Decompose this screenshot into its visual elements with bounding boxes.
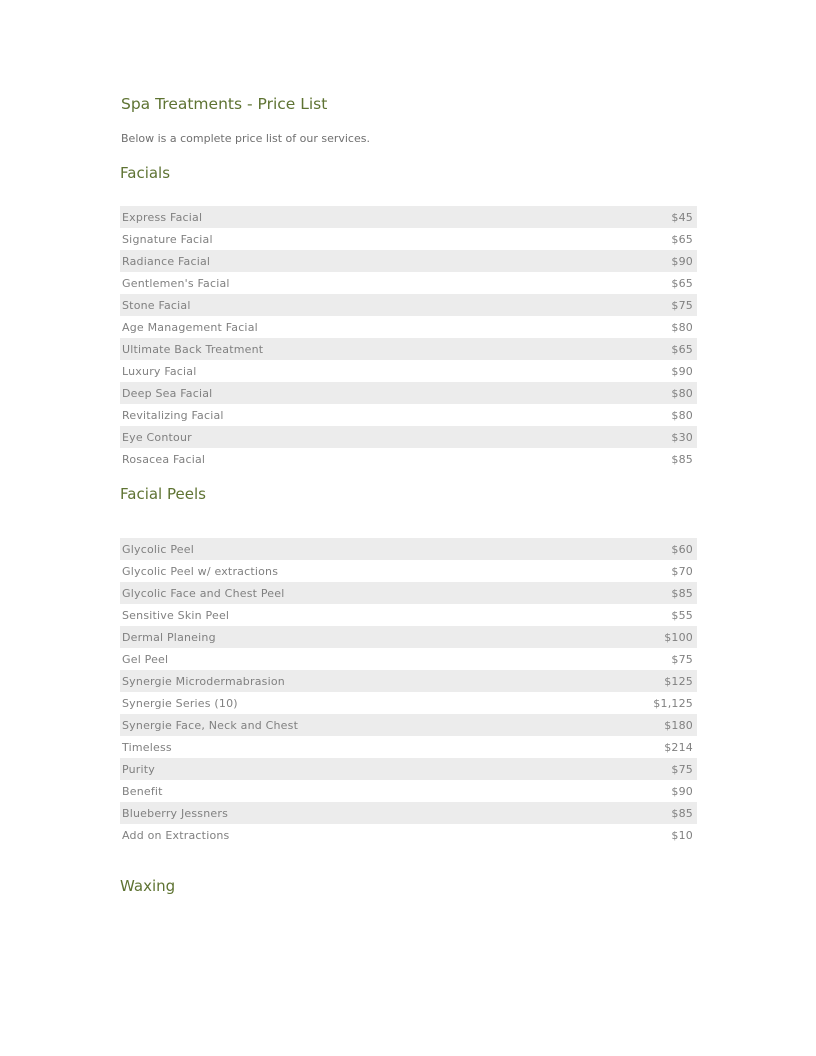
item-name: Blueberry Jessners <box>122 806 229 820</box>
item-price: $45 <box>671 210 693 224</box>
price-table-facial-peels <box>120 538 697 846</box>
item-price: $10 <box>671 828 693 842</box>
item-price: $65 <box>671 342 693 356</box>
table-row <box>120 736 697 758</box>
table-row <box>120 670 697 692</box>
item-price: $100 <box>664 630 693 644</box>
item-price: $75 <box>671 298 693 312</box>
table-row <box>120 272 697 294</box>
item-name: Gentlemen's Facial <box>122 276 230 290</box>
item-name: Age Management Facial <box>122 320 258 334</box>
item-name: Timeless <box>122 740 172 754</box>
section-heading-waxing: Waxing <box>120 877 176 895</box>
item-name: Deep Sea Facial <box>122 386 213 400</box>
intro-text: Below is a complete price list of our services. <box>121 132 370 145</box>
table-row <box>120 714 697 736</box>
price-table-facials <box>120 206 697 470</box>
item-name: Add on Extractions <box>122 828 230 842</box>
table-row <box>120 316 697 338</box>
item-price: $75 <box>671 652 693 666</box>
item-name: Express Facial <box>122 210 203 224</box>
table-row <box>120 538 697 560</box>
table-row <box>120 228 697 250</box>
item-name: Synergie Series (10) <box>122 696 238 710</box>
table-row <box>120 560 697 582</box>
table-row <box>120 338 697 360</box>
item-price: $90 <box>671 254 693 268</box>
item-name: Eye Contour <box>122 430 192 444</box>
item-price: $55 <box>671 608 693 622</box>
item-price: $90 <box>671 364 693 378</box>
item-price: $1,125 <box>653 696 693 710</box>
item-name: Synergie Face, Neck and Chest <box>122 718 299 732</box>
item-name: Glycolic Face and Chest Peel <box>122 586 285 600</box>
table-row <box>120 780 697 802</box>
item-name: Synergie Microdermabrasion <box>122 674 285 688</box>
item-price: $125 <box>664 674 693 688</box>
item-price: $75 <box>671 762 693 776</box>
item-name: Sensitive Skin Peel <box>122 608 230 622</box>
table-row <box>120 582 697 604</box>
item-name: Revitalizing Facial <box>122 408 224 422</box>
item-price: $180 <box>664 718 693 732</box>
item-price: $30 <box>671 430 693 444</box>
table-row <box>120 824 697 846</box>
item-price: $65 <box>671 232 693 246</box>
item-price: $85 <box>671 806 693 820</box>
section-heading-facials: Facials <box>120 164 171 182</box>
table-row <box>120 648 697 670</box>
item-price: $90 <box>671 784 693 798</box>
item-name: Ultimate Back Treatment <box>122 342 264 356</box>
item-name: Benefit <box>122 784 163 798</box>
section-heading-facial-peels: Facial Peels <box>120 485 206 503</box>
item-name: Dermal Planeing <box>122 630 216 644</box>
item-price: $65 <box>671 276 693 290</box>
item-name: Luxury Facial <box>122 364 197 378</box>
table-row <box>120 626 697 648</box>
table-row <box>120 758 697 780</box>
item-price: $60 <box>671 542 693 556</box>
item-price: $85 <box>671 586 693 600</box>
item-name: Glycolic Peel <box>122 542 194 556</box>
item-name: Glycolic Peel w/ extractions <box>122 564 279 578</box>
table-row <box>120 426 697 448</box>
table-row <box>120 382 697 404</box>
item-name: Rosacea Facial <box>122 452 206 466</box>
item-price: $80 <box>671 320 693 334</box>
table-row <box>120 692 697 714</box>
item-name: Purity <box>122 762 156 776</box>
table-row <box>120 802 697 824</box>
item-price: $70 <box>671 564 693 578</box>
item-name: Radiance Facial <box>122 254 211 268</box>
table-row <box>120 404 697 426</box>
table-row <box>120 206 697 228</box>
item-price: $85 <box>671 452 693 466</box>
table-row <box>120 360 697 382</box>
item-price: $214 <box>664 740 693 754</box>
table-row <box>120 448 697 470</box>
table-row <box>120 604 697 626</box>
page-title: Spa Treatments - Price List <box>121 95 328 113</box>
table-row <box>120 294 697 316</box>
item-price: $80 <box>671 408 693 422</box>
item-name: Signature Facial <box>122 232 213 246</box>
item-name: Stone Facial <box>122 298 191 312</box>
item-price: $80 <box>671 386 693 400</box>
table-row <box>120 250 697 272</box>
item-name: Gel Peel <box>122 652 169 666</box>
